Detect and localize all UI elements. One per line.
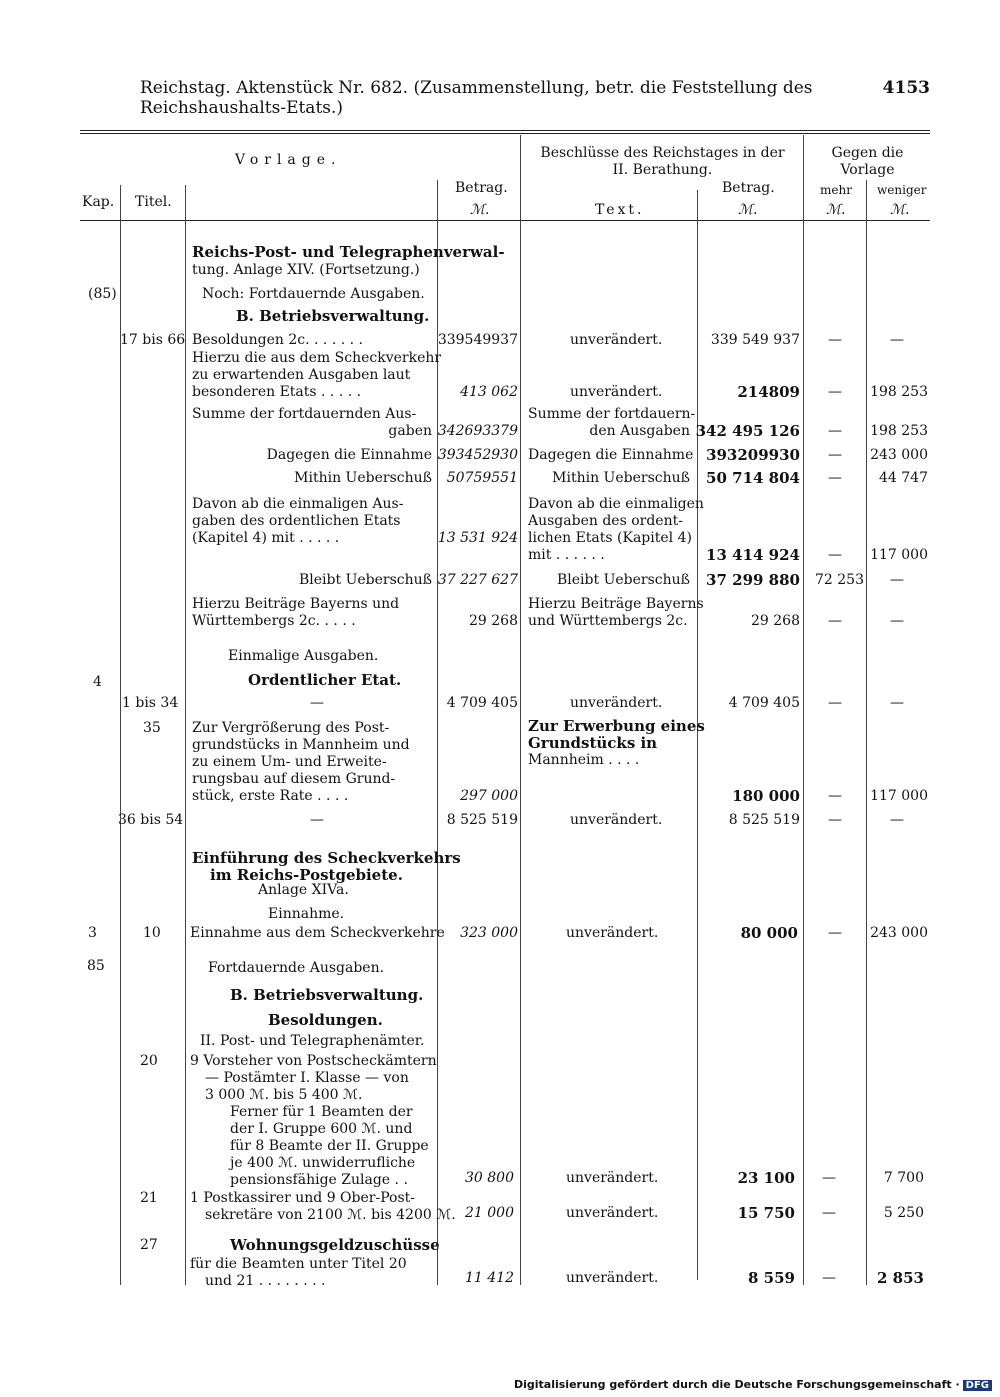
betrag2: 4 709 405 bbox=[728, 695, 800, 711]
col-text: Text. bbox=[595, 202, 645, 218]
row-text: — bbox=[310, 695, 324, 711]
subheading: II. Post- und Telegraphenämter. bbox=[200, 1033, 425, 1049]
row-text: besonderen Etats . . . . . bbox=[192, 384, 362, 400]
col-mark2: ℳ. bbox=[738, 202, 758, 218]
row-text: für 8 Beamte der II. Gruppe bbox=[230, 1138, 429, 1154]
subheading: B. Betriebsverwaltung. bbox=[236, 307, 430, 325]
betrag2: 393209930 bbox=[706, 446, 800, 464]
beschluss: lichen Etats (Kapitel 4) bbox=[528, 530, 692, 546]
weniger: — bbox=[890, 572, 904, 588]
subheading: B. Betriebsverwaltung. bbox=[230, 986, 424, 1004]
weniger: 5 250 bbox=[883, 1205, 924, 1221]
row-text: zu einem Um- und Erweite- bbox=[192, 754, 387, 770]
weniger: — bbox=[890, 332, 904, 348]
betrag: 413 062 bbox=[460, 384, 518, 400]
betrag: 4 709 405 bbox=[446, 695, 518, 711]
beschluss: unverändert. bbox=[570, 812, 663, 828]
weniger: 44 747 bbox=[879, 470, 928, 486]
beschluss: unverändert. bbox=[566, 1270, 659, 1286]
mehr: — bbox=[828, 384, 842, 400]
row-text: Davon ab die einmaligen Aus- bbox=[192, 496, 404, 512]
footer-text: Digitalisierung gefördert durch die Deutsche Forschungsgemeinschaft · bbox=[513, 1378, 960, 1391]
row-text: zu erwartenden Ausgaben laut bbox=[192, 367, 411, 383]
weniger: 7 700 bbox=[883, 1170, 924, 1186]
col-mehr: mehr bbox=[820, 183, 852, 197]
betrag: 50759551 bbox=[446, 470, 518, 486]
row-text: stück, erste Rate . . . . bbox=[192, 788, 349, 804]
mehr: — bbox=[822, 1205, 836, 1221]
kap-number: 3 bbox=[88, 925, 97, 941]
row-text: Württembergs 2c. . . . . bbox=[192, 613, 356, 629]
subheading: Noch: Fortdauernde Ausgaben. bbox=[202, 286, 425, 302]
mehr: — bbox=[828, 423, 842, 439]
row-text: Einnahme aus dem Scheckverkehre bbox=[190, 925, 445, 941]
row-text: der I. Gruppe 600 ℳ. und bbox=[230, 1121, 413, 1137]
betrag: 342693379 bbox=[437, 423, 518, 439]
section-heading: tung. Anlage XIV. (Fortsetzung.) bbox=[192, 262, 420, 278]
titel: 1 bis 34 bbox=[122, 695, 179, 711]
col-line bbox=[520, 135, 521, 1285]
header-title: Reichstag. Aktenstück Nr. 682. (Zusammenstellung, betr. die Feststellung des Reichshaushalts-Etats.) bbox=[140, 78, 813, 118]
row-text: Ferner für 1 Beamten der bbox=[230, 1104, 413, 1120]
titel: 35 bbox=[143, 720, 161, 736]
col-line bbox=[120, 185, 121, 1285]
betrag2: 8 525 519 bbox=[728, 812, 800, 828]
weniger: 243 000 bbox=[870, 925, 928, 941]
row-text: Hierzu Beiträge Bayerns und bbox=[192, 596, 400, 612]
betrag2: 23 100 bbox=[737, 1169, 795, 1187]
kap-number: 85 bbox=[87, 958, 105, 974]
beschluss: Bleibt Ueberschuß bbox=[557, 572, 690, 588]
betrag: 13 531 924 bbox=[437, 530, 518, 546]
mehr: — bbox=[828, 447, 842, 463]
weniger: — bbox=[890, 613, 904, 629]
col-mark: ℳ. bbox=[470, 202, 490, 218]
subheading: Besoldungen. bbox=[268, 1011, 383, 1029]
row-text: für die Beamten unter Titel 20 bbox=[190, 1256, 407, 1272]
betrag: 29 268 bbox=[469, 613, 518, 629]
section-heading: im Reichs-Postgebiete. bbox=[210, 866, 403, 884]
betrag2: 339 549 937 bbox=[710, 332, 800, 348]
beschluss: unverändert. bbox=[570, 695, 663, 711]
mehr: 72 253 bbox=[815, 572, 864, 588]
betrag: 393452930 bbox=[437, 447, 518, 463]
beschluss: unverändert. bbox=[566, 925, 659, 941]
betrag2: 80 000 bbox=[740, 924, 798, 942]
row-text: — Postämter I. Klasse — von bbox=[205, 1070, 409, 1086]
beschluss: unverändert. bbox=[570, 384, 663, 400]
row-text: und 21 . . . . . . . . bbox=[205, 1273, 326, 1289]
betrag: 297 000 bbox=[460, 788, 518, 804]
col-betrag2: Betrag. bbox=[722, 180, 775, 196]
top-rule-2 bbox=[80, 133, 930, 134]
col-line bbox=[697, 190, 698, 1280]
beschluss: mit . . . . . . bbox=[528, 547, 605, 563]
mehr: — bbox=[828, 695, 842, 711]
section-heading: Einführung des Scheckverkehrs bbox=[192, 849, 461, 867]
betrag2: 37 299 880 bbox=[706, 571, 800, 589]
beschluss: unverändert. bbox=[570, 332, 663, 348]
mehr: — bbox=[828, 812, 842, 828]
col-vorlage: Vorlage. bbox=[235, 152, 342, 168]
row-text: pensionsfähige Zulage . . bbox=[230, 1172, 408, 1188]
row-text: 1 Postkassirer und 9 Ober-Post- bbox=[190, 1190, 416, 1206]
row-text: Besoldungen 2c. . . . . . . bbox=[192, 332, 363, 348]
col-titel: Titel. bbox=[135, 194, 172, 210]
beschluss: Mannheim . . . . bbox=[528, 752, 640, 768]
col-betrag: Betrag. bbox=[455, 180, 508, 196]
col-mark3: ℳ. bbox=[826, 202, 846, 218]
row-text: gaben des ordentlichen Etats bbox=[192, 513, 401, 529]
row-text: Dagegen die Einnahme bbox=[266, 447, 432, 463]
weniger: — bbox=[890, 695, 904, 711]
betrag: 8 525 519 bbox=[446, 812, 518, 828]
subheading: Einnahme. bbox=[268, 906, 345, 922]
row-text: 9 Vorsteher von Postscheckämtern bbox=[190, 1053, 437, 1069]
mehr: — bbox=[822, 1170, 836, 1186]
row-text: (Kapitel 4) mit . . . . . bbox=[192, 530, 340, 546]
beschluss: unverändert. bbox=[566, 1170, 659, 1186]
kap-number: (85) bbox=[88, 286, 117, 302]
betrag: 21 000 bbox=[465, 1205, 514, 1221]
titel: 20 bbox=[140, 1053, 158, 1069]
beschluss: den Ausgaben bbox=[589, 423, 690, 439]
mehr: — bbox=[828, 332, 842, 348]
col-line bbox=[803, 135, 804, 1285]
row-text: Hierzu die aus dem Scheckverkehr bbox=[192, 350, 442, 366]
row-text: sekretäre von 2100 ℳ. bis 4200 ℳ. bbox=[205, 1207, 456, 1223]
weniger: 198 253 bbox=[870, 384, 928, 400]
row-text: Mithin Ueberschuß bbox=[294, 470, 432, 486]
beschluss: Zur Erwerbung eines bbox=[528, 717, 705, 735]
col-kap: Kap. bbox=[82, 194, 115, 210]
mehr: — bbox=[828, 470, 842, 486]
page-number: 4153 bbox=[882, 78, 930, 98]
section-heading: Reichs-Post- und Telegraphenverwal- bbox=[192, 243, 505, 261]
titel: 10 bbox=[143, 925, 161, 941]
weniger: 2 853 bbox=[877, 1269, 924, 1287]
mehr: — bbox=[822, 1270, 836, 1286]
beschluss: Dagegen die Einnahme bbox=[528, 447, 694, 463]
betrag2: 13 414 924 bbox=[706, 546, 800, 564]
section-heading: Anlage XIVa. bbox=[258, 882, 349, 898]
betrag: 11 412 bbox=[465, 1270, 514, 1286]
betrag2: 342 495 126 bbox=[695, 422, 800, 440]
beschluss: Davon ab die einmaligen bbox=[528, 496, 704, 512]
row-text: gaben bbox=[388, 423, 432, 439]
titel: 21 bbox=[140, 1190, 158, 1206]
betrag: 323 000 bbox=[460, 925, 518, 941]
col-line bbox=[185, 185, 186, 1285]
top-rule bbox=[80, 130, 930, 131]
betrag2: 214809 bbox=[737, 383, 800, 401]
betrag2: 50 714 804 bbox=[706, 469, 800, 487]
dfg-logo: DFG bbox=[963, 1380, 992, 1391]
beschluss: Ausgaben des ordent- bbox=[528, 513, 683, 529]
titel: 27 bbox=[140, 1237, 158, 1253]
subheading: Ordentlicher Etat. bbox=[248, 671, 402, 689]
beschluss: Summe der fortdauern- bbox=[528, 406, 696, 422]
row-text: Summe der fortdauernden Aus- bbox=[192, 406, 417, 422]
betrag2: 29 268 bbox=[751, 613, 800, 629]
row-text: grundstücks in Mannheim und bbox=[192, 737, 410, 753]
col-weniger: weniger bbox=[877, 183, 927, 197]
col-line bbox=[866, 180, 867, 1285]
betrag: 339549937 bbox=[437, 332, 518, 348]
weniger: 117 000 bbox=[870, 547, 928, 563]
betrag2: 8 559 bbox=[748, 1269, 795, 1287]
titel: 36 bis 54 bbox=[118, 812, 184, 828]
weniger: 198 253 bbox=[870, 423, 928, 439]
beschluss: Grundstücks in bbox=[528, 734, 658, 752]
beschluss: Mithin Ueberschuß bbox=[552, 470, 690, 486]
mehr: — bbox=[828, 788, 842, 804]
col-beschluesse: Beschlüsse des Reichstages in der II. Berathung. bbox=[540, 145, 785, 178]
betrag2: 15 750 bbox=[737, 1204, 795, 1222]
weniger: 243 000 bbox=[870, 447, 928, 463]
col-gegen: Gegen die Vorlage bbox=[831, 145, 904, 178]
footer bbox=[514, 1378, 992, 1391]
beschluss: unverändert. bbox=[566, 1205, 659, 1221]
beschluss: Hierzu Beiträge Bayerns bbox=[528, 596, 704, 612]
titel: 17 bis 66 bbox=[120, 332, 186, 348]
col-mark4: ℳ. bbox=[890, 202, 910, 218]
betrag: 37 227 627 bbox=[437, 572, 518, 588]
row-text: 3 000 ℳ. bis 5 400 ℳ. bbox=[205, 1087, 363, 1103]
mehr: — bbox=[828, 613, 842, 629]
row-text: Bleibt Ueberschuß bbox=[299, 572, 432, 588]
mehr: — bbox=[828, 925, 842, 941]
weniger: — bbox=[890, 812, 904, 828]
mehr: — bbox=[828, 547, 842, 563]
row-heading: Wohnungsgeldzuschüsse bbox=[230, 1236, 440, 1254]
betrag: 30 800 bbox=[465, 1170, 514, 1186]
subheading: Einmalige Ausgaben. bbox=[228, 648, 379, 664]
row-text: Zur Vergrößerung des Post- bbox=[192, 720, 390, 736]
row-text: rungsbau auf diesem Grund- bbox=[192, 771, 396, 787]
row-text: je 400 ℳ. unwiderrufliche bbox=[230, 1155, 416, 1171]
kap-number: 4 bbox=[93, 674, 102, 690]
subheading: Fortdauernde Ausgaben. bbox=[208, 960, 385, 976]
betrag2: 180 000 bbox=[732, 787, 800, 805]
beschluss: und Württembergs 2c. bbox=[528, 613, 688, 629]
row-text: — bbox=[310, 812, 324, 828]
weniger: 117 000 bbox=[870, 788, 928, 804]
